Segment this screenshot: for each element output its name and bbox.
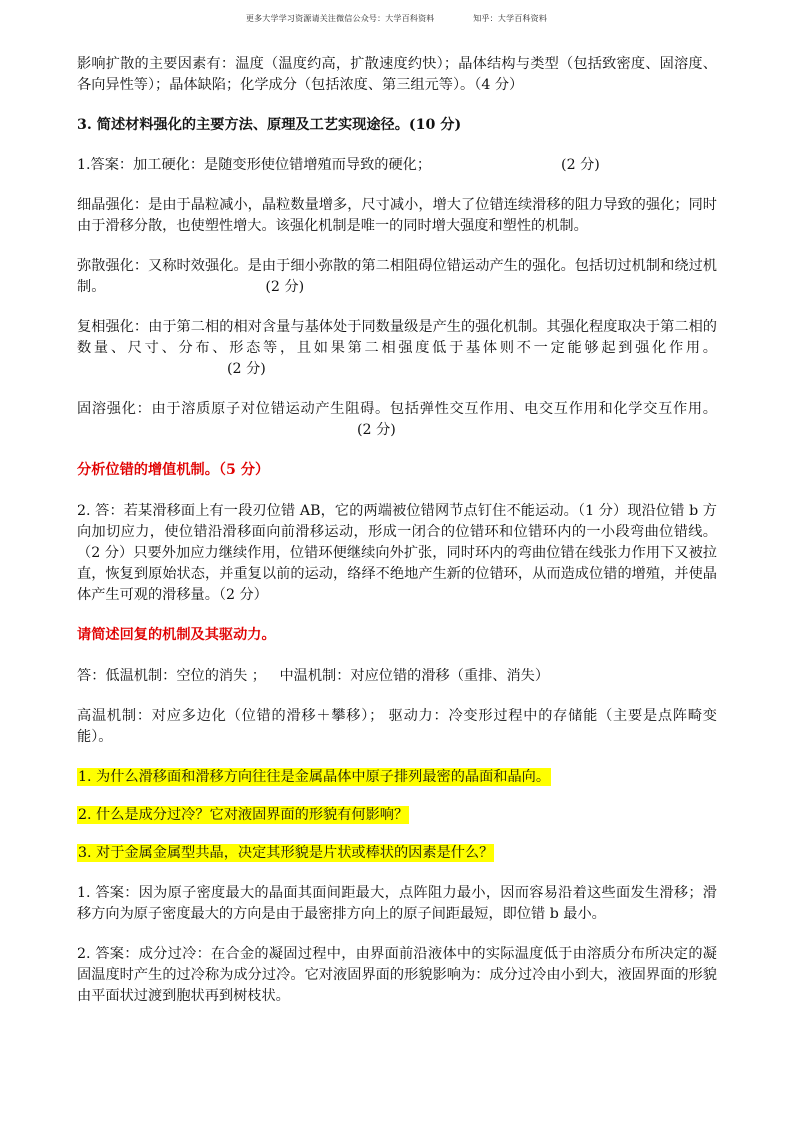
answer-constitutional-supercooling: 2. 答案：成分过冷：在合金的凝固过程中，由界面前沿液体中的实际温度低于由溶质分布所决定的凝固温度时产生的过冷称为成分过冷。它对液固界面的形貌影响为：成分过冷由小到大，液固界面的形貌由平面状过渡到胞状再到树枝状。	[77, 946, 717, 1004]
recovery-question-title: 请简述回复的机制及其驱动力。	[77, 627, 276, 643]
solid-solution-score: (2 分)	[357, 422, 396, 438]
intro-paragraph: 影响扩散的主要因素有：温度（温度约高，扩散速度约快）；晶体结构与类型（包括致密度、固溶度、各向异性等）；晶体缺陷；化学成分（包括浓度、第三组元等）。（4 分）	[77, 56, 717, 93]
dispersion-text: 弥散强化：又称时效强化。是由于细小弥散的第二相阻碍位错运动产生的强化。包括切过机制和绕过机制。	[77, 258, 717, 295]
answer-solid-solution	[77, 399, 717, 441]
answer-work-hardening	[77, 155, 717, 176]
question-3-title: 3. 简述材料强化的主要方法、原理及工艺实现途径。(10 分)	[77, 117, 462, 133]
work-hardening-text: 1.答案：加工硬化：是随变形使位错增殖而导致的硬化；	[77, 157, 432, 173]
answer-slip-plane: 1. 答案：因为原子密度最大的晶面其面间距最大，点阵阻力最小，因而容易沿着这些面发生滑移；滑移方向为原子密度最大的方向是由于最密排方向上的原子间距最短，即位错 b 最小。	[77, 885, 717, 922]
document-body	[77, 54, 717, 1026]
highlighted-question-1-text: 1. 为什么滑移面和滑移方向往往是金属晶体中原子排列最密的晶面和晶向。	[78, 769, 551, 785]
header-left-text: 更多大学学习资源请关注微信公众号：大学百科资料	[245, 14, 435, 23]
work-hardening-score: (2 分)	[561, 157, 600, 173]
multiphase-text: 复相强化：由于第二相的相对含量与基体处于同数量级是产生的强化机制。其强化程度取决于第二相的数量、尺寸、分布、形态等，且如果第二相强度低于基体则不一定能够起到强化作用。	[77, 319, 717, 356]
highlighted-question-2	[77, 805, 717, 826]
recovery-answer-line-2: 高温机制：对应多边化（位错的滑移＋攀移）； 驱动力：冷变形过程中的存储能（主要是点阵畸变能）。	[77, 708, 717, 745]
answer-fine-grain: 细晶强化：是由于晶粒减小，晶粒数量增多，尺寸减小，增大了位错连续滑移的阻力导致的强化；同时由于滑移分散，也使塑性增大。该强化机制是唯一的同时增大强度和塑性的机制。	[77, 197, 717, 234]
solid-solution-text: 固溶强化：由于溶质原子对位错运动产生阻碍。包括弹性交互作用、电交互作用和化学交互作用。	[77, 401, 717, 417]
dislocation-question-title: 分析位错的增值机制。（5 分）	[77, 462, 270, 478]
multiphase-score: (2 分)	[227, 361, 266, 377]
answer-dispersion	[77, 256, 717, 298]
recovery-answer-line-1: 答：低温机制：空位的消失 ； 中温机制：对应位错的滑移（重排、消失）	[77, 668, 550, 684]
header-right-text: 知乎：大学百科资料	[473, 14, 548, 23]
highlighted-question-3	[77, 843, 717, 864]
dispersion-score: (2 分)	[265, 279, 305, 295]
highlighted-question-1	[77, 767, 717, 788]
page-header	[0, 13, 793, 24]
highlighted-question-2-text: 2. 什么是成分过冷？它对液固界面的形貌有何影响？	[78, 807, 409, 823]
answer-multiphase	[77, 317, 717, 380]
highlighted-question-3-text: 3. 对于金属金属型共晶，决定其形貌是片状或棒状的因素是什么？	[78, 845, 494, 861]
dislocation-answer: 2. 答：若某滑移面上有一段刃位错 AB，它的两端被位错网节点钉住不能运动。（1 分）现沿位错 b 方向加切应力，使位错沿滑移面向前滑移运动，形成一闭合的位错环和位错环内的一小段弯曲位错线。（2 分）只要外加应力继续作用，位错环便继续向外扩张，同时环内的弯曲位错在线张力作用下又被拉直，恢复到原始状态，并重复以前的运动，络绎不绝地产生新的位错环，从而造成位错的增殖，并使晶体产生可观的滑移量。（2 分）	[77, 503, 717, 603]
